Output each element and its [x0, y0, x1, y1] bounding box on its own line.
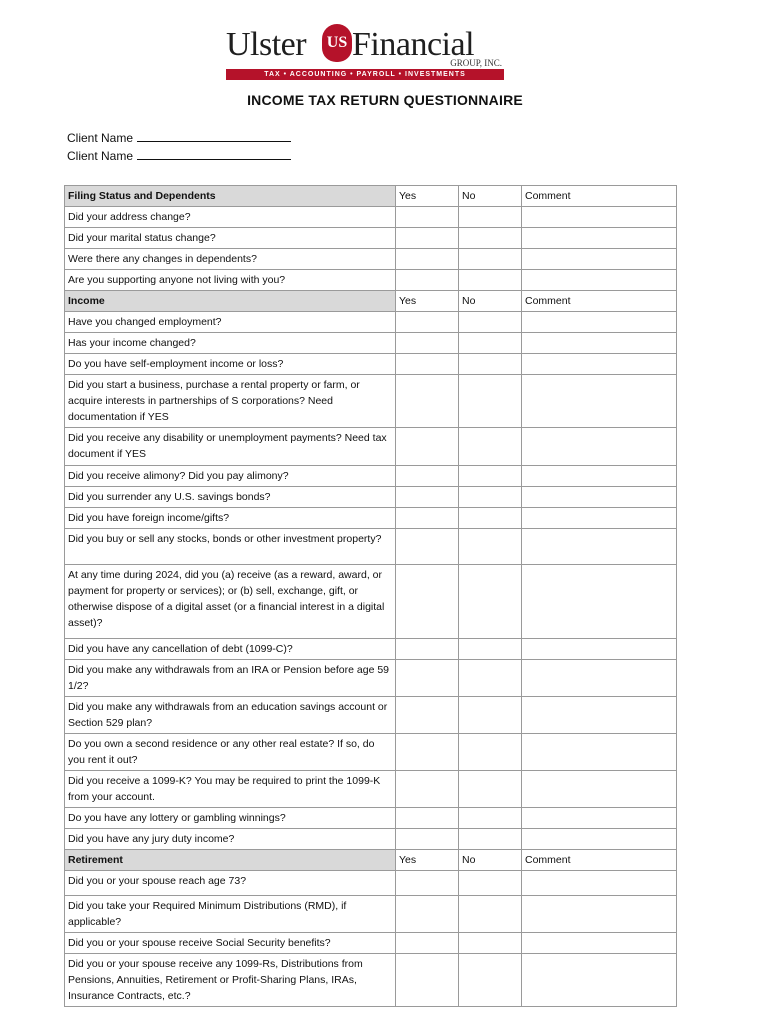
- yes-answer-cell[interactable]: [396, 933, 459, 954]
- question-text: At any time during 2024, did you (a) receive (as a reward, award, or payment for property or services); or (b) sell, exchange, gift, or otherwise dispose of a digital asset (or a financial interest in a digital asset)?: [65, 565, 396, 639]
- question-row: [65, 428, 677, 466]
- no-answer-cell[interactable]: [459, 487, 522, 508]
- no-answer-cell[interactable]: [459, 933, 522, 954]
- client-name-field[interactable]: [137, 131, 291, 142]
- company-logo: [226, 22, 504, 80]
- no-answer-cell[interactable]: [459, 466, 522, 487]
- comment-cell[interactable]: [522, 734, 677, 771]
- question-row: [65, 734, 677, 771]
- no-column-header: No: [459, 186, 522, 207]
- comment-cell[interactable]: [522, 896, 677, 933]
- no-answer-cell[interactable]: [459, 734, 522, 771]
- question-text: Did you receive any disability or unemployment payments? Need tax document if YES: [65, 428, 396, 466]
- comment-cell[interactable]: [522, 249, 677, 270]
- comment-cell[interactable]: [522, 207, 677, 228]
- no-answer-cell[interactable]: [459, 896, 522, 933]
- section-header: [65, 186, 677, 207]
- question-row: [65, 565, 677, 639]
- question-text: Did you or your spouse reach age 73?: [65, 871, 396, 896]
- question-row: [65, 333, 677, 354]
- comment-cell[interactable]: [522, 829, 677, 850]
- question-row: [65, 660, 677, 697]
- question-text: Did you receive alimony? Did you pay alimony?: [65, 466, 396, 487]
- logo-group: GROUP, INC.: [450, 58, 502, 68]
- yes-answer-cell[interactable]: [396, 466, 459, 487]
- comment-cell[interactable]: [522, 354, 677, 375]
- client-name-field[interactable]: [137, 149, 291, 160]
- yes-answer-cell[interactable]: [396, 734, 459, 771]
- question-row: [65, 228, 677, 249]
- yes-answer-cell[interactable]: [396, 312, 459, 333]
- comment-cell[interactable]: [522, 660, 677, 697]
- question-row: [65, 829, 677, 850]
- comment-cell[interactable]: [522, 428, 677, 466]
- comment-cell[interactable]: [522, 954, 677, 1007]
- client-name-row: [67, 149, 291, 163]
- yes-answer-cell[interactable]: [396, 333, 459, 354]
- yes-answer-cell[interactable]: [396, 829, 459, 850]
- no-answer-cell[interactable]: [459, 808, 522, 829]
- comment-cell[interactable]: [522, 871, 677, 896]
- question-row: [65, 466, 677, 487]
- comment-column-header: Comment: [522, 186, 677, 207]
- question-row: [65, 312, 677, 333]
- question-text: Were there any changes in dependents?: [65, 249, 396, 270]
- yes-column-header: Yes: [396, 850, 459, 871]
- logo-tagline: TAX • ACCOUNTING • PAYROLL • INVESTMENTS: [226, 69, 504, 80]
- client-name-row: [67, 131, 291, 145]
- no-answer-cell[interactable]: [459, 697, 522, 734]
- no-answer-cell[interactable]: [459, 270, 522, 291]
- comment-cell[interactable]: [522, 771, 677, 808]
- comment-cell[interactable]: [522, 565, 677, 639]
- questionnaire-table: [64, 185, 677, 1007]
- no-column-header: No: [459, 291, 522, 312]
- section-header: [65, 850, 677, 871]
- yes-answer-cell[interactable]: [396, 354, 459, 375]
- comment-column-header: Comment: [522, 850, 677, 871]
- question-text: Has your income changed?: [65, 333, 396, 354]
- no-answer-cell[interactable]: [459, 312, 522, 333]
- question-row: [65, 697, 677, 734]
- comment-cell[interactable]: [522, 529, 677, 565]
- question-text: Do you have any lottery or gambling winnings?: [65, 808, 396, 829]
- question-text: Are you supporting anyone not living with you?: [65, 270, 396, 291]
- comment-cell[interactable]: [522, 487, 677, 508]
- comment-cell[interactable]: [522, 270, 677, 291]
- yes-answer-cell[interactable]: [396, 954, 459, 1007]
- section-heading: Income: [65, 291, 396, 312]
- no-answer-cell[interactable]: [459, 207, 522, 228]
- yes-answer-cell[interactable]: [396, 428, 459, 466]
- comment-cell[interactable]: [522, 508, 677, 529]
- question-text: Did you make any withdrawals from an IRA or Pension before age 59 1/2?: [65, 660, 396, 697]
- question-text: Did you have foreign income/gifts?: [65, 508, 396, 529]
- no-answer-cell[interactable]: [459, 428, 522, 466]
- comment-cell[interactable]: [522, 466, 677, 487]
- yes-answer-cell[interactable]: [396, 508, 459, 529]
- question-row: [65, 508, 677, 529]
- question-text: Do you have self-employment income or loss?: [65, 354, 396, 375]
- no-answer-cell[interactable]: [459, 829, 522, 850]
- question-text: Did you or your spouse receive Social Security benefits?: [65, 933, 396, 954]
- question-row: [65, 933, 677, 954]
- yes-answer-cell[interactable]: [396, 871, 459, 896]
- question-row: [65, 270, 677, 291]
- comment-cell[interactable]: [522, 697, 677, 734]
- yes-answer-cell[interactable]: [396, 660, 459, 697]
- question-text: Did you receive a 1099-K? You may be required to print the 1099-K from your account.: [65, 771, 396, 808]
- question-row: [65, 896, 677, 933]
- logo-badge: US: [322, 24, 352, 62]
- yes-column-header: Yes: [396, 291, 459, 312]
- question-row: [65, 871, 677, 896]
- question-text: Did you make any withdrawals from an education savings account or Section 529 plan?: [65, 697, 396, 734]
- no-answer-cell[interactable]: [459, 375, 522, 428]
- comment-cell[interactable]: [522, 808, 677, 829]
- client-name-label: Client Name: [67, 149, 134, 163]
- question-text: Did your marital status change?: [65, 228, 396, 249]
- section-heading: Filing Status and Dependents: [65, 186, 396, 207]
- yes-answer-cell[interactable]: [396, 207, 459, 228]
- yes-answer-cell[interactable]: [396, 565, 459, 639]
- yes-answer-cell[interactable]: [396, 771, 459, 808]
- question-text: Did you have any jury duty income?: [65, 829, 396, 850]
- section-header: [65, 291, 677, 312]
- question-text: Did your address change?: [65, 207, 396, 228]
- no-answer-cell[interactable]: [459, 871, 522, 896]
- question-row: [65, 639, 677, 660]
- question-text: Did you or your spouse receive any 1099-Rs, Distributions from Pensions, Annuities, Retirement or Profit-Sharing Plans, IRAs, Insurance Contracts, etc.?: [65, 954, 396, 1007]
- no-answer-cell[interactable]: [459, 508, 522, 529]
- logo-word-ulster: Ulster: [226, 26, 307, 63]
- question-text: Did you start a business, purchase a rental property or farm, or acquire interests in partnerships of S corporations? Need documentation if YES: [65, 375, 396, 428]
- question-row: [65, 529, 677, 565]
- comment-cell[interactable]: [522, 312, 677, 333]
- no-answer-cell[interactable]: [459, 333, 522, 354]
- yes-answer-cell[interactable]: [396, 896, 459, 933]
- question-text: Did you surrender any U.S. savings bonds?: [65, 487, 396, 508]
- comment-cell[interactable]: [522, 639, 677, 660]
- question-text: Did you take your Required Minimum Distributions (RMD), if applicable?: [65, 896, 396, 933]
- question-row: [65, 249, 677, 270]
- question-row: [65, 487, 677, 508]
- no-answer-cell[interactable]: [459, 565, 522, 639]
- yes-answer-cell[interactable]: [396, 529, 459, 565]
- comment-column-header: Comment: [522, 291, 677, 312]
- no-answer-cell[interactable]: [459, 771, 522, 808]
- no-answer-cell[interactable]: [459, 529, 522, 565]
- no-column-header: No: [459, 850, 522, 871]
- yes-answer-cell[interactable]: [396, 487, 459, 508]
- yes-answer-cell[interactable]: [396, 375, 459, 428]
- comment-cell[interactable]: [522, 333, 677, 354]
- no-answer-cell[interactable]: [459, 249, 522, 270]
- section-heading: Retirement: [65, 850, 396, 871]
- question-text: Did you buy or sell any stocks, bonds or other investment property?: [65, 529, 396, 565]
- no-answer-cell[interactable]: [459, 228, 522, 249]
- question-row: [65, 354, 677, 375]
- question-text: Do you own a second residence or any other real estate? If so, do you rent it out?: [65, 734, 396, 771]
- logo-word-financial: Financial: [352, 26, 475, 63]
- no-answer-cell[interactable]: [459, 660, 522, 697]
- question-row: [65, 954, 677, 1007]
- client-name-label: Client Name: [67, 131, 134, 145]
- question-text: Did you have any cancellation of debt (1099-C)?: [65, 639, 396, 660]
- question-text: Have you changed employment?: [65, 312, 396, 333]
- page-title: INCOME TAX RETURN QUESTIONNAIRE: [247, 92, 523, 108]
- comment-cell[interactable]: [522, 375, 677, 428]
- yes-column-header: Yes: [396, 186, 459, 207]
- no-answer-cell[interactable]: [459, 954, 522, 1007]
- comment-cell[interactable]: [522, 228, 677, 249]
- question-row: [65, 207, 677, 228]
- question-row: [65, 808, 677, 829]
- question-row: [65, 771, 677, 808]
- yes-answer-cell[interactable]: [396, 228, 459, 249]
- comment-cell[interactable]: [522, 933, 677, 954]
- yes-answer-cell[interactable]: [396, 697, 459, 734]
- yes-answer-cell[interactable]: [396, 249, 459, 270]
- yes-answer-cell[interactable]: [396, 639, 459, 660]
- yes-answer-cell[interactable]: [396, 808, 459, 829]
- question-row: [65, 375, 677, 428]
- no-answer-cell[interactable]: [459, 639, 522, 660]
- no-answer-cell[interactable]: [459, 354, 522, 375]
- yes-answer-cell[interactable]: [396, 270, 459, 291]
